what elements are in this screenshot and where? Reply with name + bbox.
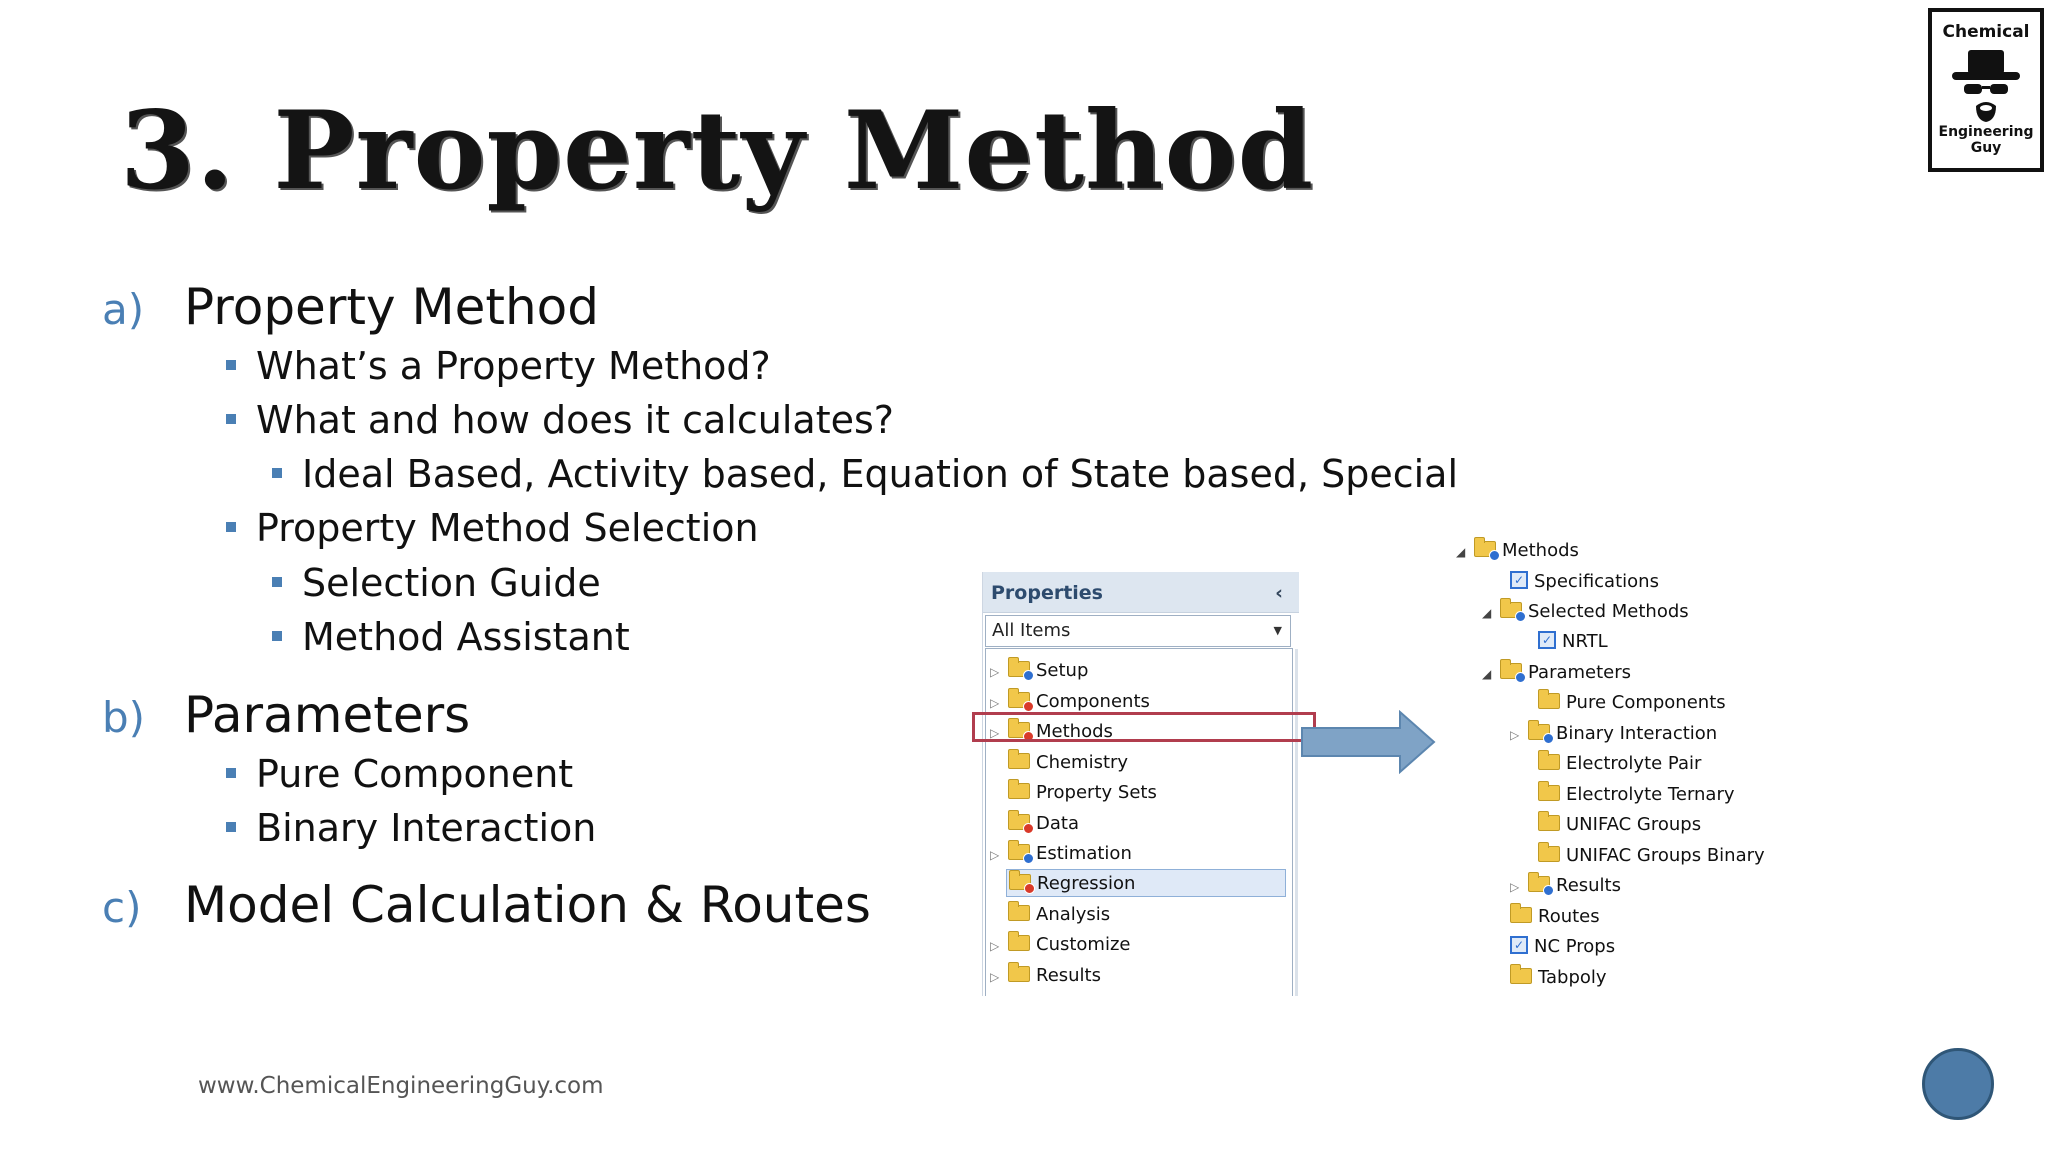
tree-item-data[interactable]: Data <box>1008 810 1079 838</box>
chevron-down-icon: ▼ <box>1273 624 1282 637</box>
folder-icon <box>1008 935 1030 951</box>
folder-icon <box>1538 754 1560 770</box>
expand-arrow-icon[interactable]: ▷ <box>990 726 1000 740</box>
folder-icon <box>1008 814 1030 830</box>
expand-arrow-icon[interactable]: ▷ <box>990 665 1000 679</box>
bullet-icon <box>226 768 236 778</box>
checkbox-icon: ✓ <box>1510 571 1528 589</box>
folder-icon <box>1510 907 1532 923</box>
tree-item-specifications[interactable]: ✓ Specifications <box>1510 568 1659 596</box>
tree-item-results[interactable]: ▷ Results <box>1510 872 1621 900</box>
check-badge-icon <box>1515 611 1526 622</box>
check-badge-icon <box>1543 885 1554 896</box>
check-badge-icon <box>1543 733 1554 744</box>
collapse-arrow-icon[interactable]: ◢ <box>1482 667 1492 681</box>
section-title: Model Calculation & Routes <box>184 876 871 934</box>
tree-item-binary-interaction[interactable]: ▷ Binary Interaction <box>1510 720 1717 748</box>
expand-arrow-icon[interactable]: ▷ <box>990 848 1000 862</box>
folder-icon <box>1008 661 1030 677</box>
items-filter-dropdown[interactable] <box>985 615 1291 647</box>
sub-list-item: Selection Guide <box>272 561 601 605</box>
folder-icon <box>1008 844 1030 860</box>
tree-item-customize[interactable]: ▷ Customize <box>990 931 1130 959</box>
expand-arrow-icon[interactable]: ▷ <box>1510 728 1520 742</box>
tree-item-tabpoly[interactable]: Tabpoly <box>1510 964 1607 992</box>
properties-panel-header <box>983 572 1299 613</box>
list-item: Binary Interaction <box>226 806 596 850</box>
collapse-icon[interactable]: ‹ <box>1275 582 1283 604</box>
check-badge-icon <box>1023 853 1034 864</box>
tree-item-nrtl[interactable]: ✓ NRTL <box>1538 628 1608 656</box>
bullet-icon <box>272 631 282 641</box>
tree-item-methods[interactable]: ▷ Methods <box>990 718 1113 746</box>
methods-highlight-box <box>972 712 1316 742</box>
checkbox-icon: ✓ <box>1538 631 1556 649</box>
folder-icon <box>1538 815 1560 831</box>
bullet-icon <box>272 468 282 478</box>
folder-icon <box>1008 966 1030 982</box>
folder-icon <box>1474 541 1496 557</box>
properties-title: Properties <box>991 582 1103 604</box>
tree-item-chemistry[interactable]: Chemistry <box>1008 749 1128 777</box>
bullet-icon <box>272 577 282 587</box>
check-badge-icon <box>1515 672 1526 683</box>
tree-item-analysis[interactable]: Analysis <box>1008 901 1110 929</box>
tree-item-components[interactable]: ▷ Components <box>990 688 1150 716</box>
folder-icon <box>1008 905 1030 921</box>
right-arrow-icon <box>1300 710 1436 774</box>
chemical-engineering-guy-logo <box>1928 8 2044 172</box>
section-c <box>102 876 871 934</box>
tree-item-parameters[interactable]: ◢ Parameters <box>1482 659 1631 687</box>
folder-icon <box>1008 753 1030 769</box>
tree-item-unifac-groups[interactable]: UNIFAC Groups <box>1538 811 1701 839</box>
check-badge-icon <box>1489 550 1500 561</box>
logo-top-text: Chemical <box>1942 22 2030 42</box>
error-badge-icon <box>1023 823 1034 834</box>
properties-panel <box>982 572 1299 996</box>
tree-item-pure-components[interactable]: Pure Components <box>1538 689 1726 717</box>
list-item: What and how does it calculates? <box>226 398 894 442</box>
expand-arrow-icon[interactable]: ▷ <box>990 939 1000 953</box>
tree-item-estimation[interactable]: ▷ Estimation <box>990 840 1132 868</box>
tree-item-property-sets[interactable]: Property Sets <box>1008 779 1157 807</box>
folder-icon <box>1009 874 1031 890</box>
tree-item-electrolyte-pair[interactable]: Electrolyte Pair <box>1538 750 1701 778</box>
expand-arrow-icon[interactable]: ▷ <box>990 970 1000 984</box>
tree-item-selected-methods[interactable]: ◢ Selected Methods <box>1482 598 1689 626</box>
checkbox-icon: ✓ <box>1510 936 1528 954</box>
tree-item-setup[interactable]: ▷ Setup <box>990 657 1088 685</box>
section-a <box>102 278 599 336</box>
expand-arrow-icon[interactable]: ▷ <box>990 696 1000 710</box>
section-title: Parameters <box>184 686 471 744</box>
tree-item-nc-props[interactable]: ✓ NC Props <box>1510 933 1615 961</box>
folder-icon <box>1538 693 1560 709</box>
section-letter: c) <box>102 883 142 932</box>
logo-bottom-text: Engineering Guy <box>1938 124 2034 156</box>
section-letter: a) <box>102 285 145 334</box>
error-badge-icon <box>1023 701 1034 712</box>
folder-icon <box>1500 663 1522 679</box>
bullet-icon <box>226 822 236 832</box>
sub-list-item: Ideal Based, Activity based, Equation of State based, Special <box>272 452 1458 496</box>
footer-website: www.ChemicalEngineeringGuy.com <box>198 1073 604 1099</box>
folder-icon <box>1528 724 1550 740</box>
folder-icon <box>1510 968 1532 984</box>
folder-icon <box>1500 602 1522 618</box>
slide-title: 3. Property Method <box>120 88 1315 214</box>
tree-item-results[interactable]: ▷ Results <box>990 962 1101 990</box>
dropdown-value: All Items <box>992 620 1071 641</box>
hat-glasses-icon <box>1946 46 2026 130</box>
expand-arrow-icon[interactable]: ▷ <box>1510 880 1520 894</box>
folder-icon <box>1008 783 1030 799</box>
check-badge-icon <box>1023 670 1034 681</box>
tree-item-unifac-groups-binary[interactable]: UNIFAC Groups Binary <box>1538 842 1765 870</box>
sub-list-item: Method Assistant <box>272 615 630 659</box>
tree-item-regression[interactable]: Regression <box>1006 869 1286 897</box>
folder-icon <box>1008 692 1030 708</box>
bullet-icon <box>226 414 236 424</box>
section-letter: b) <box>102 693 146 742</box>
error-badge-icon <box>1024 883 1035 894</box>
collapse-arrow-icon[interactable]: ◢ <box>1456 545 1466 559</box>
section-b <box>102 686 470 744</box>
section-title: Property Method <box>184 278 599 336</box>
tree-item-methods-root[interactable]: ◢ Methods <box>1456 537 1579 565</box>
bullet-icon <box>226 360 236 370</box>
list-item: What’s a Property Method? <box>226 344 771 388</box>
slide-nav-button[interactable] <box>1922 1048 1994 1120</box>
list-item: Property Method Selection <box>226 506 759 550</box>
tree-item-routes[interactable]: Routes <box>1510 903 1600 931</box>
bullet-icon <box>226 522 236 532</box>
folder-icon <box>1538 785 1560 801</box>
properties-tree <box>985 648 1293 996</box>
list-item: Pure Component <box>226 752 573 796</box>
tree-item-electrolyte-ternary[interactable]: Electrolyte Ternary <box>1538 781 1735 809</box>
folder-icon <box>1538 846 1560 862</box>
folder-icon <box>1528 876 1550 892</box>
collapse-arrow-icon[interactable]: ◢ <box>1482 606 1492 620</box>
